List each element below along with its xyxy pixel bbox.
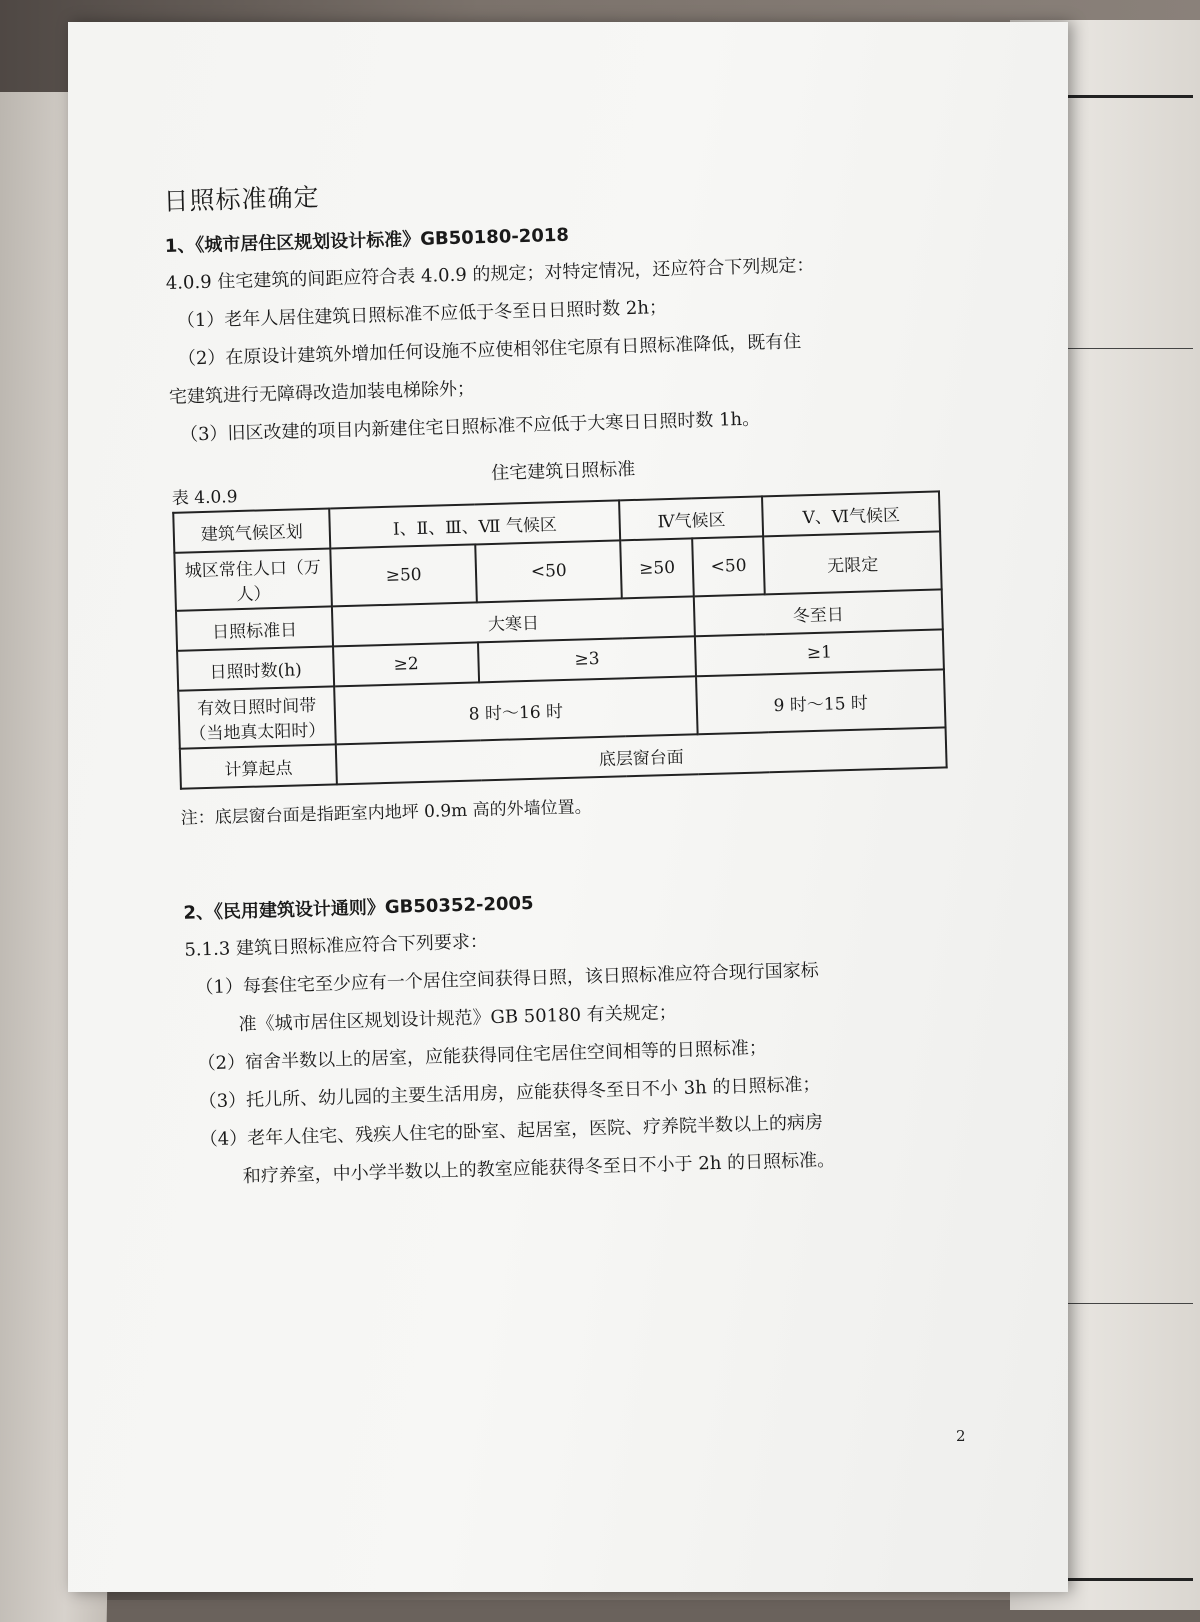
standard-day-cell: 冬至日 (694, 589, 943, 636)
section1-item2b: 宅建筑进行无障碍改造加装电梯除外； (168, 378, 476, 408)
table-note: 注：底层窗台面是指距室内地坪 0.9m 高的外墙位置。 (180, 797, 592, 829)
row-label: 日照标准日 (176, 606, 333, 650)
section1-item1: （1）老年人居住建筑日照标准不应低于冬至日日照时数 2h； (176, 296, 668, 332)
section2-item3: （3）托儿所、幼儿园的主要生活用房，应能获得冬至日不小 3h 的日照标准； (198, 1074, 821, 1113)
sunlight-standard-table (172, 490, 947, 789)
table-caption: 住宅建筑日照标准 (490, 458, 636, 484)
table-label: 表 4.0.9 (171, 487, 238, 509)
standard-day-cell: 大寒日 (332, 596, 695, 646)
time-band-cell: 9 时～15 时 (696, 669, 946, 734)
document-page (68, 22, 1068, 1592)
time-band-cell: 8 时～16 时 (334, 676, 697, 744)
section2-item1a: （1）每套住宅至少应有一个居住空间获得日照，该日照标准应符合现行国家标 (195, 960, 820, 999)
row-label: 建筑气候区划 (173, 508, 330, 552)
section2-item4a: （4）老年人住宅、残疾人住宅的卧室、起居室，医院、疗养院半数以上的病房 (199, 1111, 824, 1151)
page-number: 2 (956, 1427, 966, 1445)
section1-title: 1、《城市居住区规划设计标准》GB50180-2018 (164, 224, 570, 257)
zone-cell: Ⅰ、Ⅱ、Ⅲ、Ⅶ 气候区 (329, 500, 620, 548)
population-cell: ≥50 (330, 544, 477, 606)
zone-cell: Ⅳ气候区 (619, 496, 763, 540)
zone-cell: Ⅴ、Ⅵ气候区 (762, 491, 940, 536)
section1-item3: （3）旧区改建的项目内新建住宅日照标准不应低于大寒日日照时数 1h。 (179, 408, 761, 446)
population-cell: 无限定 (764, 531, 942, 594)
section2-intro: 5.1.3 建筑日照标准应符合下列要求： (184, 931, 489, 961)
section2-title: 2、《民用建筑设计通则》GB50352-2005 (183, 892, 534, 924)
row-label: 计算起点 (180, 744, 337, 788)
row-label: 有效日照时间带（当地真太阳时） (178, 686, 336, 748)
hours-cell: ≥2 (333, 642, 479, 686)
population-cell: <50 (692, 536, 765, 596)
hours-cell: ≥1 (695, 629, 944, 676)
population-cell: ≥50 (621, 538, 694, 598)
population-cell: <50 (475, 540, 622, 602)
page-title: 日照标准确定 (163, 182, 320, 216)
section1-item2a: （2）在原设计建筑外增加任何设施不应使相邻住宅原有日照标准降低，既有住 (177, 331, 802, 370)
row-label: 城区常住人口（万人） (174, 548, 332, 610)
hours-cell: ≥3 (478, 636, 696, 682)
page-content (163, 160, 991, 1191)
start-point-cell: 底层窗台面 (336, 727, 947, 784)
section2-item1b: 准《城市居住区规划设计规范》GB 50180 有关规定； (238, 1001, 677, 1036)
section2-item2: （2）宿舍半数以上的居室，应能获得同住宅居住空间相等的日照标准； (197, 1037, 768, 1075)
row-label: 日照时数(h) (177, 646, 334, 690)
section1-intro: 4.0.9 住宅建筑的间距应符合表 4.0.9 的规定；对特定情况，还应符合下列规定： (165, 254, 815, 294)
section2-item4b: 和疗养室，中小学半数以上的教室应能获得冬至日不小于 2h 的日照标准。 (242, 1149, 836, 1188)
